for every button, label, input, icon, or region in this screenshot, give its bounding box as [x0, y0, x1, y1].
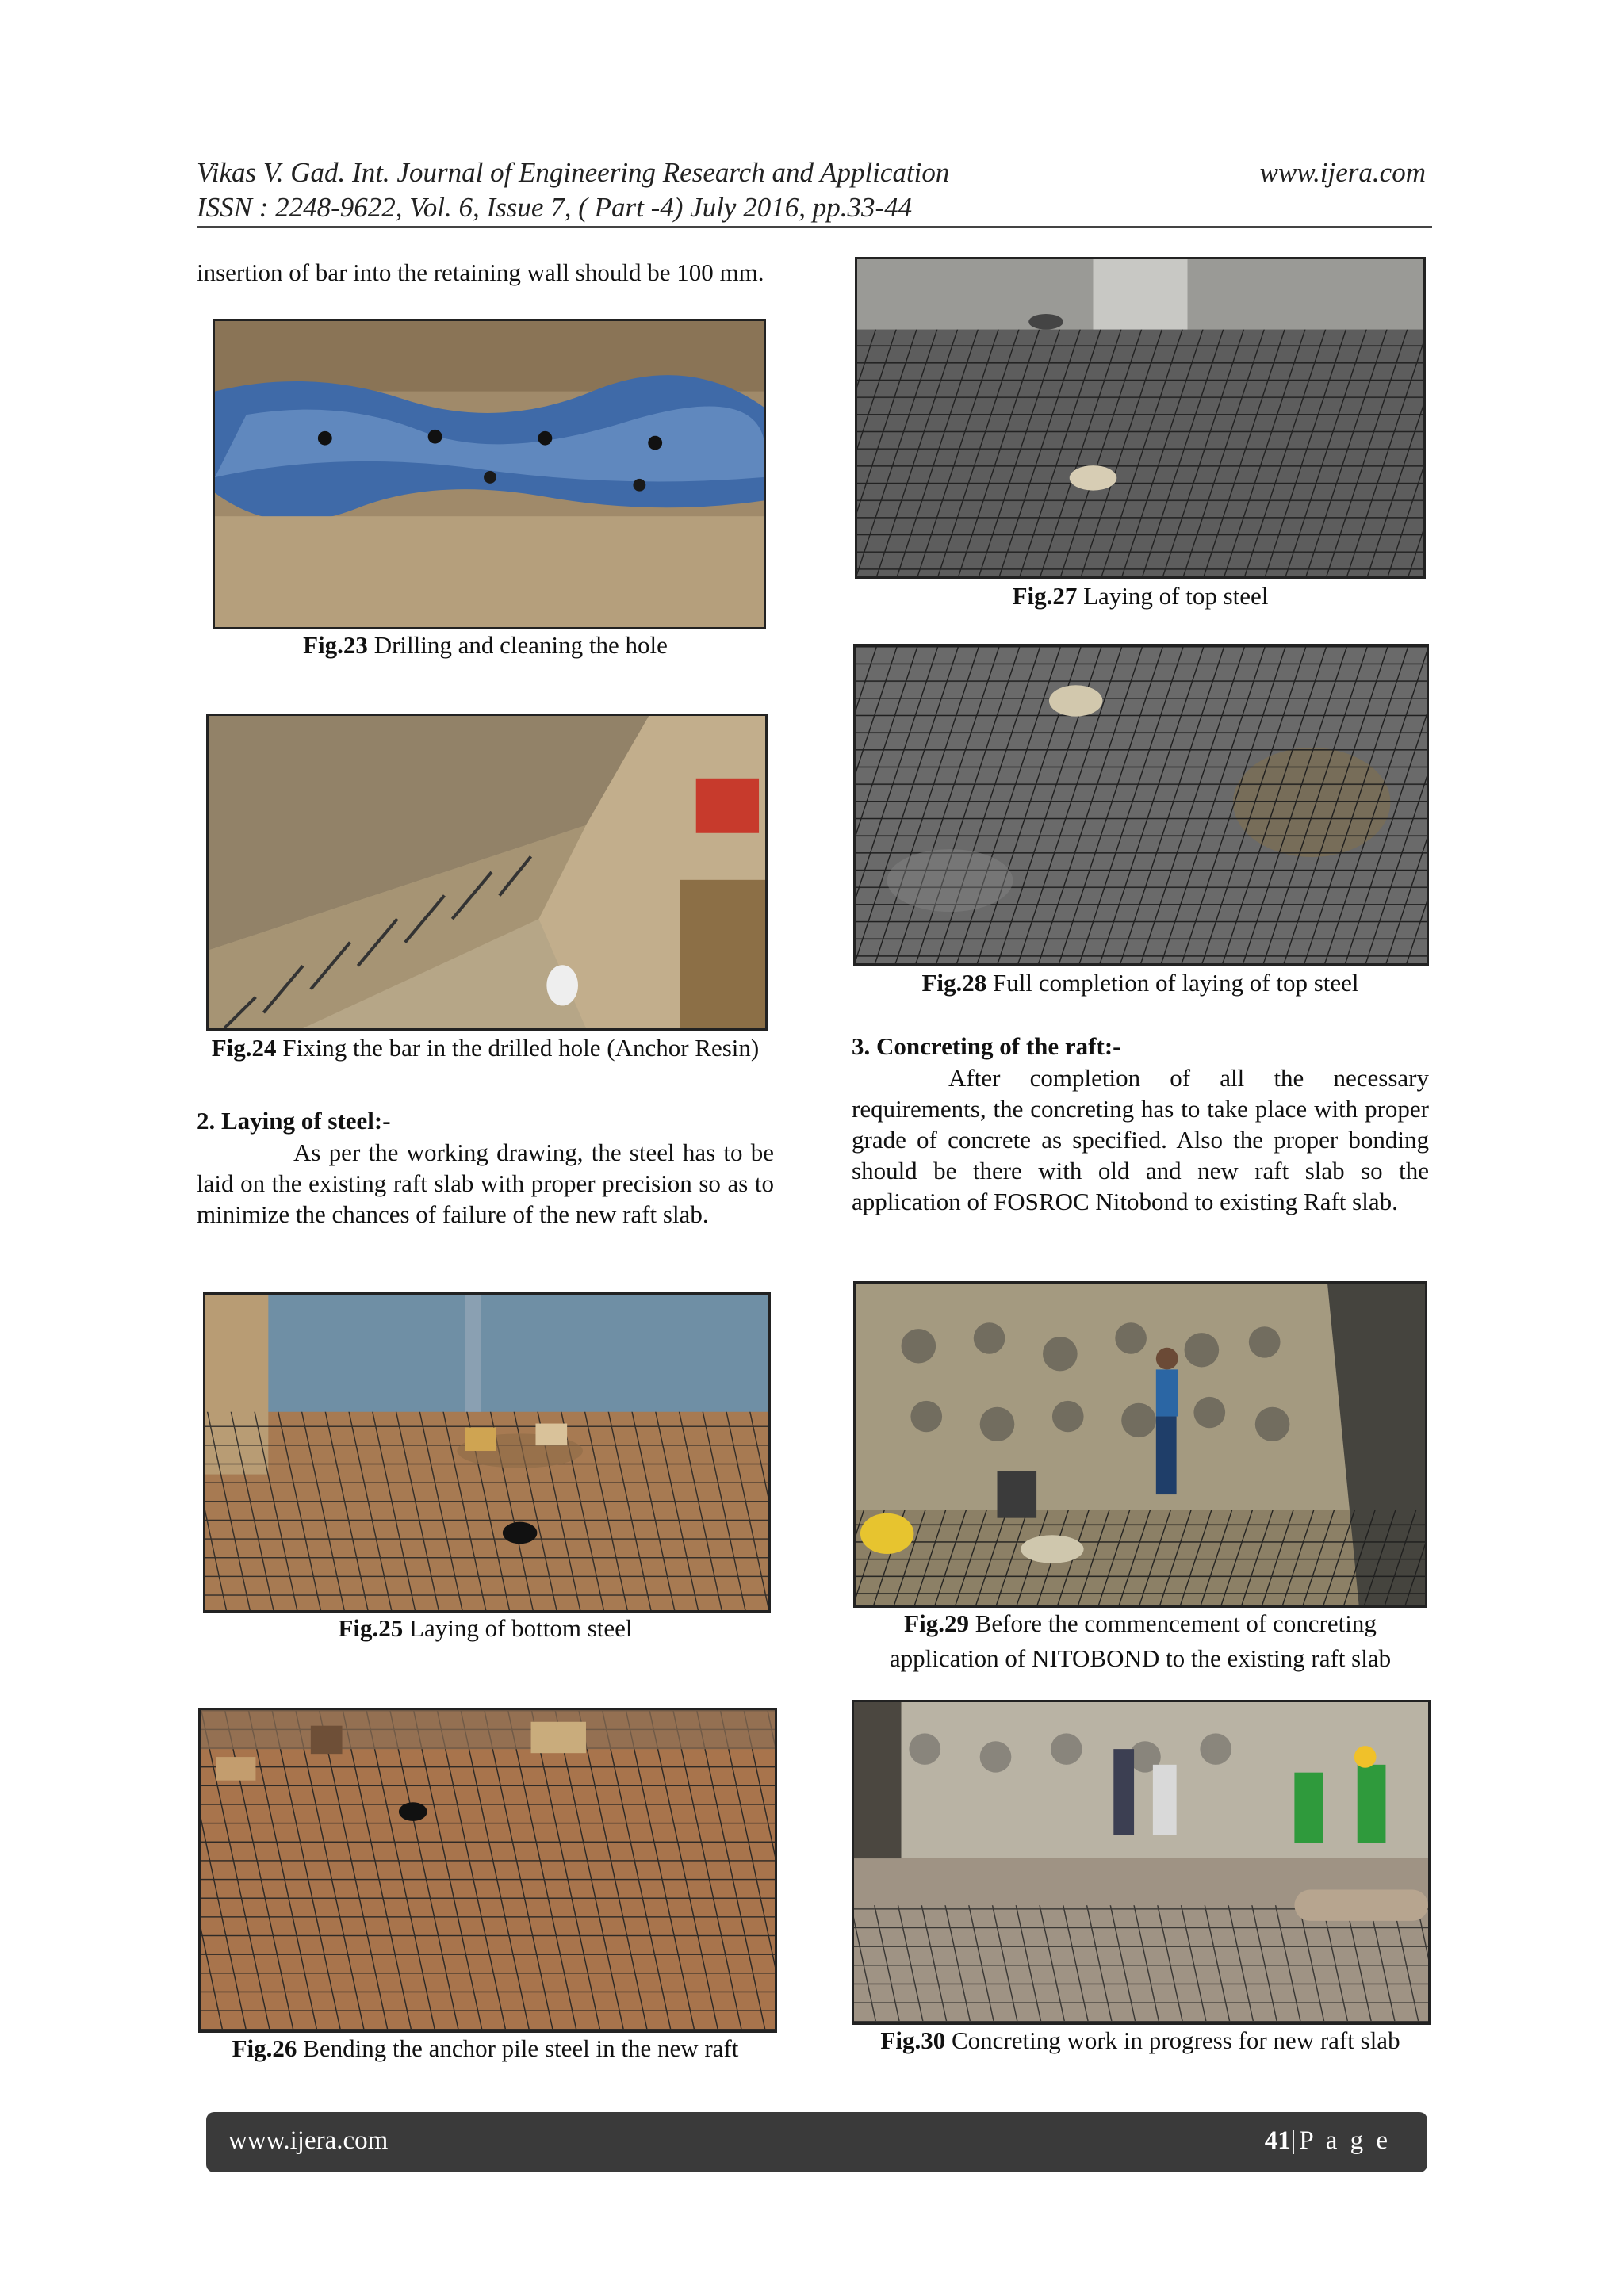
fig25-text: Laying of bottom steel	[403, 1614, 633, 1642]
fig29-photo	[853, 1281, 1427, 1608]
page-footer	[206, 2112, 1427, 2172]
journal-title: Vikas V. Gad. Int. Journal of Engineering Research and Application	[197, 157, 950, 188]
fig25-number: Fig.25	[338, 1614, 404, 1642]
page-number: 41	[1264, 2126, 1291, 2155]
fig25-caption	[197, 1611, 774, 1646]
fig24-caption	[197, 1031, 774, 1066]
fig27-number: Fig.27	[1012, 582, 1078, 610]
header-rule	[197, 226, 1432, 228]
fig28-number: Fig.28	[921, 969, 987, 997]
fig29-text: Before the commencement of concreting application of NITOBOND to the existing raft slab	[889, 1609, 1392, 1672]
intro-text: insertion of bar into the retaining wall should be 100 mm.	[197, 258, 764, 286]
fig23-text: Drilling and cleaning the hole	[367, 631, 668, 659]
page-number-label	[1265, 2126, 1391, 2156]
issn-line: ISSN : 2248-9622, Vol. 6, Issue 7, ( Part -4) July 2016, pp.33-44	[197, 192, 913, 223]
fig30-photo	[852, 1700, 1431, 2025]
fig30-number: Fig.30	[880, 2026, 946, 2054]
section2-body: As per the working drawing, the steel has to be laid on the existing raft slab with proper precision so as to minimize the chances of failure of the new raft slab.	[197, 1138, 774, 1228]
fig30-caption	[852, 2023, 1429, 2058]
page-label: |P a g e	[1290, 2126, 1391, 2155]
fig23-number: Fig.23	[303, 631, 368, 659]
fig23-photo	[213, 319, 766, 629]
fig30-text: Concreting work in progress for new raft slab	[945, 2026, 1400, 2054]
fig26-photo	[198, 1708, 777, 2033]
fig28-caption	[852, 966, 1429, 1001]
fig28-photo	[853, 644, 1429, 966]
fig23-caption	[197, 628, 774, 663]
header-website: www.ijera.com	[1259, 157, 1426, 188]
fig27-caption	[852, 579, 1429, 614]
fig24-photo	[206, 714, 768, 1031]
fig25-photo	[203, 1292, 771, 1613]
fig28-text: Full completion of laying of top steel	[986, 969, 1359, 997]
section3-body: After completion of all the necessary requirements, the concreting has to take place with proper grade of concrete as specified. Also the proper bonding should be there with old and new raft slab so the application of FOSROC Nitobond to existing Raft slab.	[852, 1064, 1429, 1215]
section3-heading: 3. Concreting of the raft:-	[852, 1032, 1121, 1060]
fig27-text: Laying of top steel	[1077, 582, 1269, 610]
fig26-caption	[197, 2031, 774, 2066]
fig24-number: Fig.24	[211, 1034, 277, 1062]
section2-heading: 2. Laying of steel:-	[197, 1107, 391, 1135]
fig26-text: Bending the anchor pile steel in the new raft	[297, 2034, 739, 2062]
footer-website: www.ijera.com	[228, 2126, 389, 2155]
fig29-caption	[852, 1606, 1429, 1676]
fig27-photo	[855, 257, 1426, 579]
fig26-number: Fig.26	[232, 2034, 297, 2062]
fig24-text: Fixing the bar in the drilled hole (Anchor Resin)	[276, 1034, 760, 1062]
fig29-number: Fig.29	[904, 1609, 969, 1637]
